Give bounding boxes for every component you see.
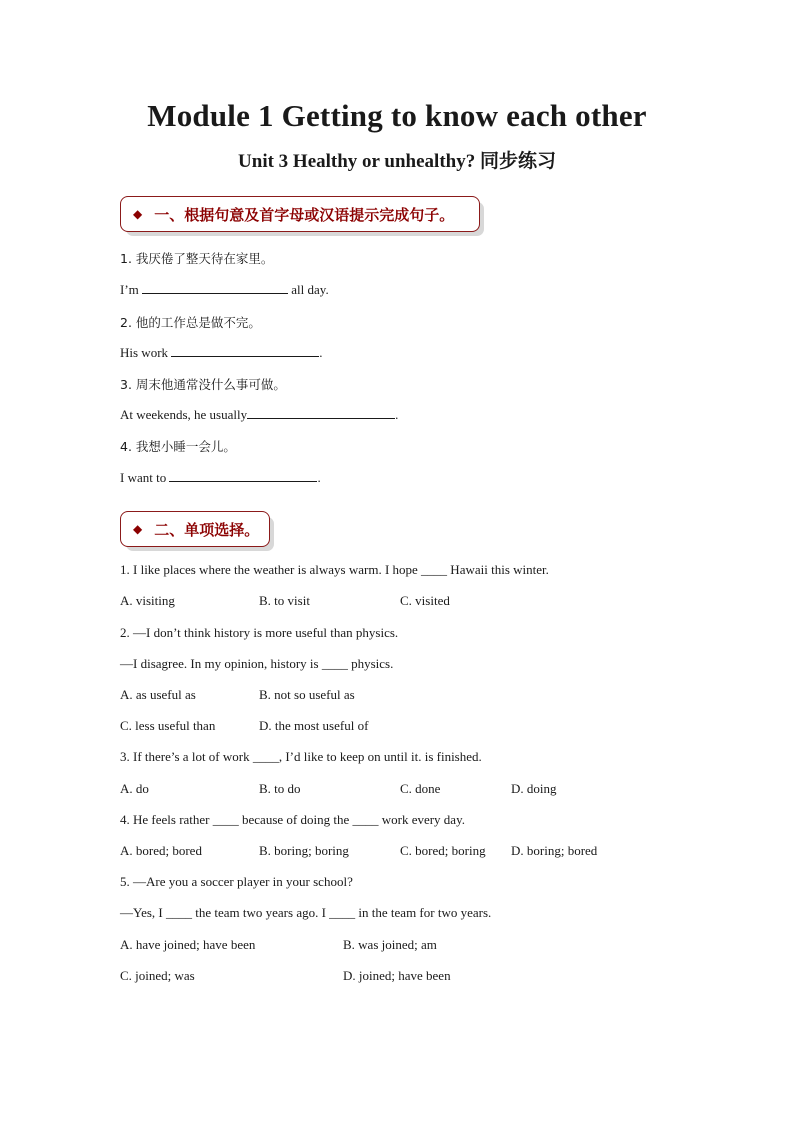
s2-q3-option-c[interactable]: C. done	[400, 781, 441, 796]
page-title: Module 1 Getting to know each other	[147, 98, 647, 133]
s2-q1-option-c[interactable]: C. visited	[400, 593, 450, 608]
s2-q3-option-d[interactable]: D. doing	[511, 781, 557, 796]
s1-q2-english: His work .	[120, 345, 323, 360]
s2-q2-stem-2: —I disagree. In my opinion, history is ____ physics.	[120, 656, 394, 671]
answer-blank[interactable]	[247, 406, 395, 419]
section-heading-1-label: 一、根据句意及首字母或汉语提示完成句子。	[154, 205, 455, 224]
section-heading-1	[120, 196, 480, 232]
s1-q3-english: At weekends, he usually .	[120, 407, 399, 422]
s1-q4-english: I want to .	[120, 470, 321, 485]
s2-q1-stem: 1. I like places where the weather is always warm. I hope ____ Hawaii this winter.	[120, 562, 549, 577]
s2-q2-stem-1: 2. —I don’t think history is more useful than physics.	[120, 625, 399, 640]
s2-q3-option-a[interactable]: A. do	[120, 781, 149, 796]
s1-q4-chinese: 4. 我想小睡一会儿。	[120, 439, 236, 454]
s1-q2-chinese: 2. 他的工作总是做不完。	[120, 315, 261, 330]
s2-q2-option-a[interactable]: A. as useful as	[120, 687, 196, 702]
s1-q3-chinese: 3. 周末他通常没什么事可做。	[120, 377, 286, 392]
diamond-icon: ◆	[133, 522, 143, 536]
answer-blank[interactable]	[171, 344, 319, 357]
s2-q3-stem: 3. If there’s a lot of work ____, I’d like to keep on until it. is finished.	[120, 749, 482, 764]
s2-q5-option-c[interactable]: C. joined; was	[120, 968, 195, 983]
s2-q1-option-b[interactable]: B. to visit	[259, 593, 310, 608]
s2-q5-option-d[interactable]: D. joined; have been	[343, 968, 451, 983]
answer-blank[interactable]	[169, 469, 317, 482]
s2-q2-option-c[interactable]: C. less useful than	[120, 718, 216, 733]
s2-q4-option-b[interactable]: B. boring; boring	[259, 843, 349, 858]
s2-q5-option-a[interactable]: A. have joined; have been	[120, 937, 256, 952]
s2-q5-stem-2: —Yes, I ____ the team two years ago. I ____ in the team for two years.	[120, 905, 492, 920]
s2-q4-option-c[interactable]: C. bored; boring	[400, 843, 486, 858]
section-heading-2	[120, 511, 270, 547]
section-heading-2-label: 二、单项选择。	[154, 520, 260, 539]
s2-q2-option-d[interactable]: D. the most useful of	[259, 718, 369, 733]
s2-q4-stem: 4. He feels rather ____ because of doing the ____ work every day.	[120, 812, 465, 827]
s1-q1-chinese: 1. 我厌倦了整天待在家里。	[120, 251, 274, 266]
page-subtitle: Unit 3 Healthy or unhealthy? 同步练习	[238, 151, 556, 172]
s2-q1-option-a[interactable]: A. visiting	[120, 593, 175, 608]
s2-q3-option-b[interactable]: B. to do	[259, 781, 301, 796]
s2-q4-option-d[interactable]: D. boring; bored	[511, 843, 598, 858]
s1-q1-english: I’m all day.	[120, 282, 329, 297]
diamond-icon: ◆	[133, 207, 143, 221]
s2-q5-stem-1: 5. —Are you a soccer player in your school?	[120, 874, 353, 889]
s2-q2-option-b[interactable]: B. not so useful as	[259, 687, 355, 702]
answer-blank[interactable]	[142, 281, 288, 294]
s2-q4-option-a[interactable]: A. bored; bored	[120, 843, 202, 858]
s2-q5-option-b[interactable]: B. was joined; am	[343, 937, 437, 952]
